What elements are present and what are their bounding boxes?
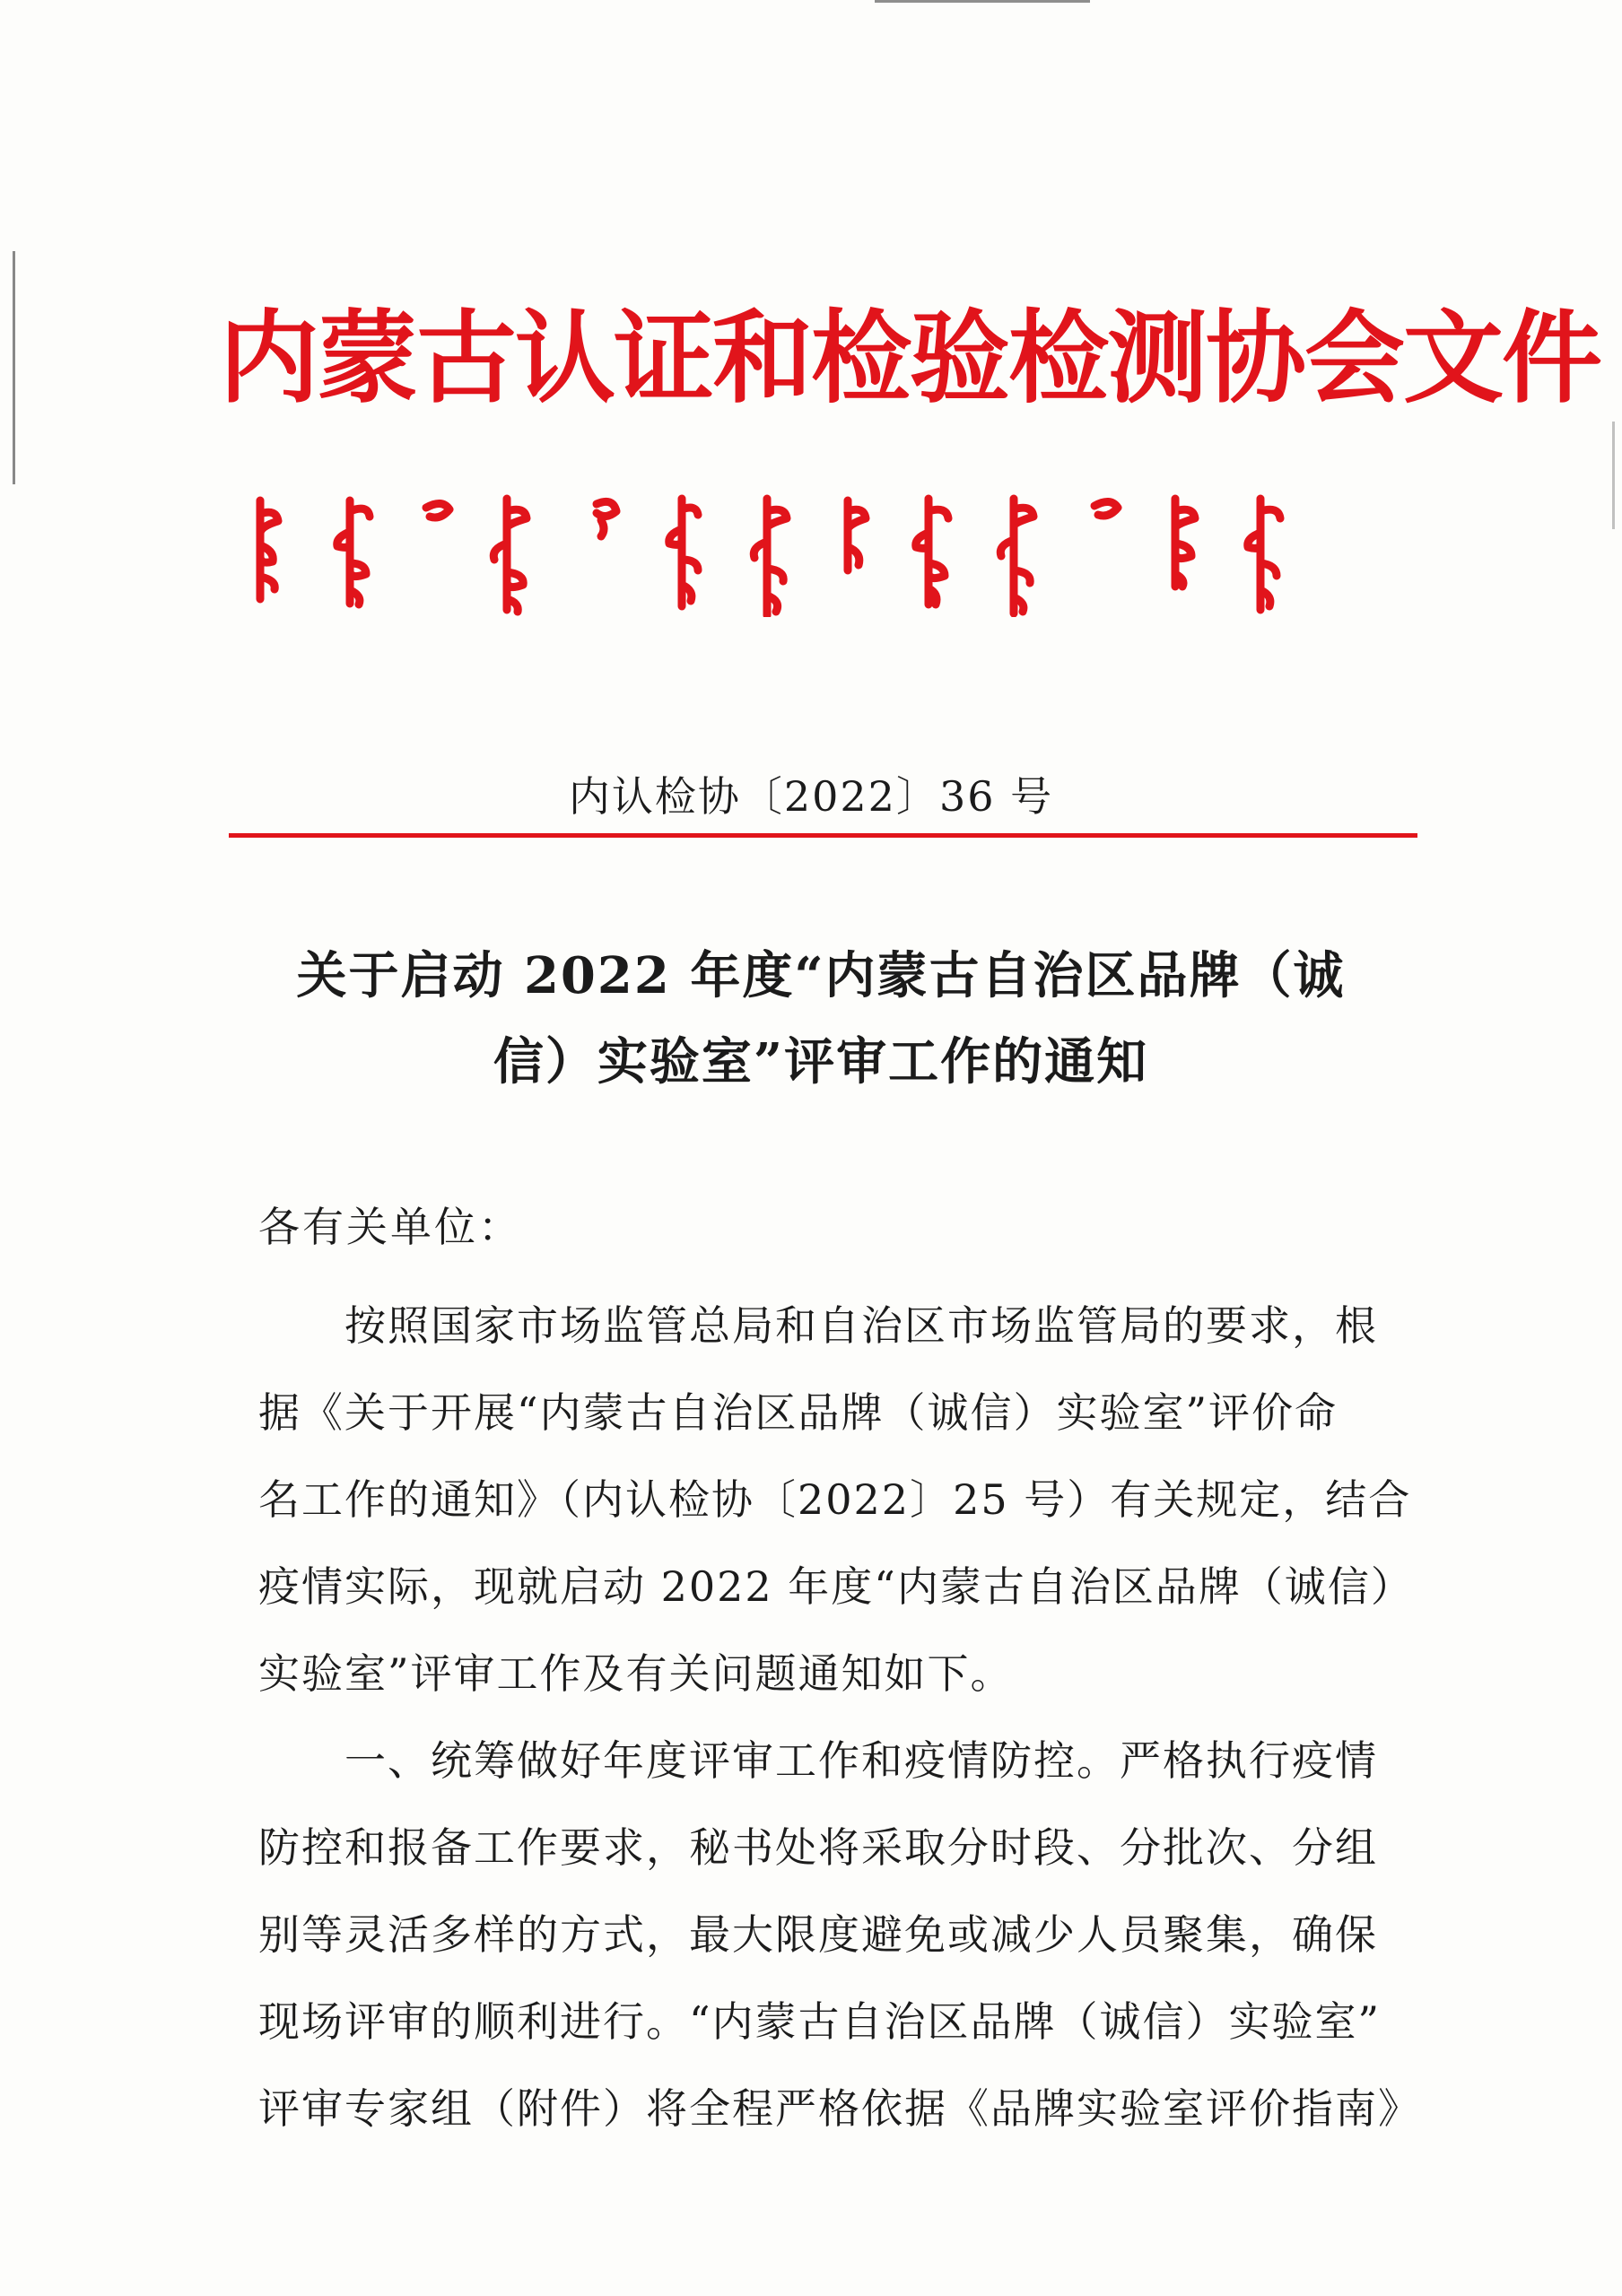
- body-line: 防控和报备工作要求，秘书处将采取分时段、分批次、分组: [258, 1823, 1378, 1872]
- scan-edge-top: [875, 0, 1090, 3]
- body-line: 据《关于开展“内蒙古自治区品牌（诚信）实验室”评价命: [258, 1388, 1339, 1437]
- document-title: [247, 933, 1395, 1105]
- body-line: 别等灵活多样的方式，最大限度避免或减少人员聚集，确保: [258, 1910, 1378, 1959]
- title-line-1: 关于启动 2022 年度“内蒙古自治区品牌（诚: [296, 946, 1346, 1005]
- body-line: 名工作的通知》（内认检协〔2022〕25 号）有关规定，结合: [258, 1475, 1412, 1524]
- scan-edge-left: [13, 251, 15, 484]
- body-line: 评审专家组（附件）将全程严格依据《品牌实验室评价指南》: [258, 2084, 1421, 2133]
- mongolian-script-masthead: [242, 491, 1408, 617]
- body-text: [258, 1283, 1421, 2152]
- body-line: 现场评审的顺利进行。“内蒙古自治区品牌（诚信）实验室”: [258, 1997, 1382, 2046]
- document-number: 内认检协〔2022〕36 号: [568, 772, 1054, 821]
- scan-edge-right: [1612, 422, 1615, 529]
- body-line: 实验室”评审工作及有关问题通知如下。: [258, 1649, 1014, 1698]
- body-line: 按照国家市场监管总局和自治区市场监管局的要求，根: [344, 1301, 1378, 1350]
- red-divider: [229, 833, 1417, 838]
- salutation: 各有关单位：: [258, 1203, 522, 1251]
- body-line: 疫情实际，现就启动 2022 年度“内蒙古自治区品牌（诚信）: [258, 1562, 1414, 1611]
- body-line: 一、统筹做好年度评审工作和疫情防控。严格执行疫情: [344, 1736, 1378, 1785]
- title-line-2: 信）实验室”评审工作的通知: [493, 1032, 1149, 1091]
- masthead-title: 内蒙古认证和检验检测协会文件: [219, 300, 1600, 417]
